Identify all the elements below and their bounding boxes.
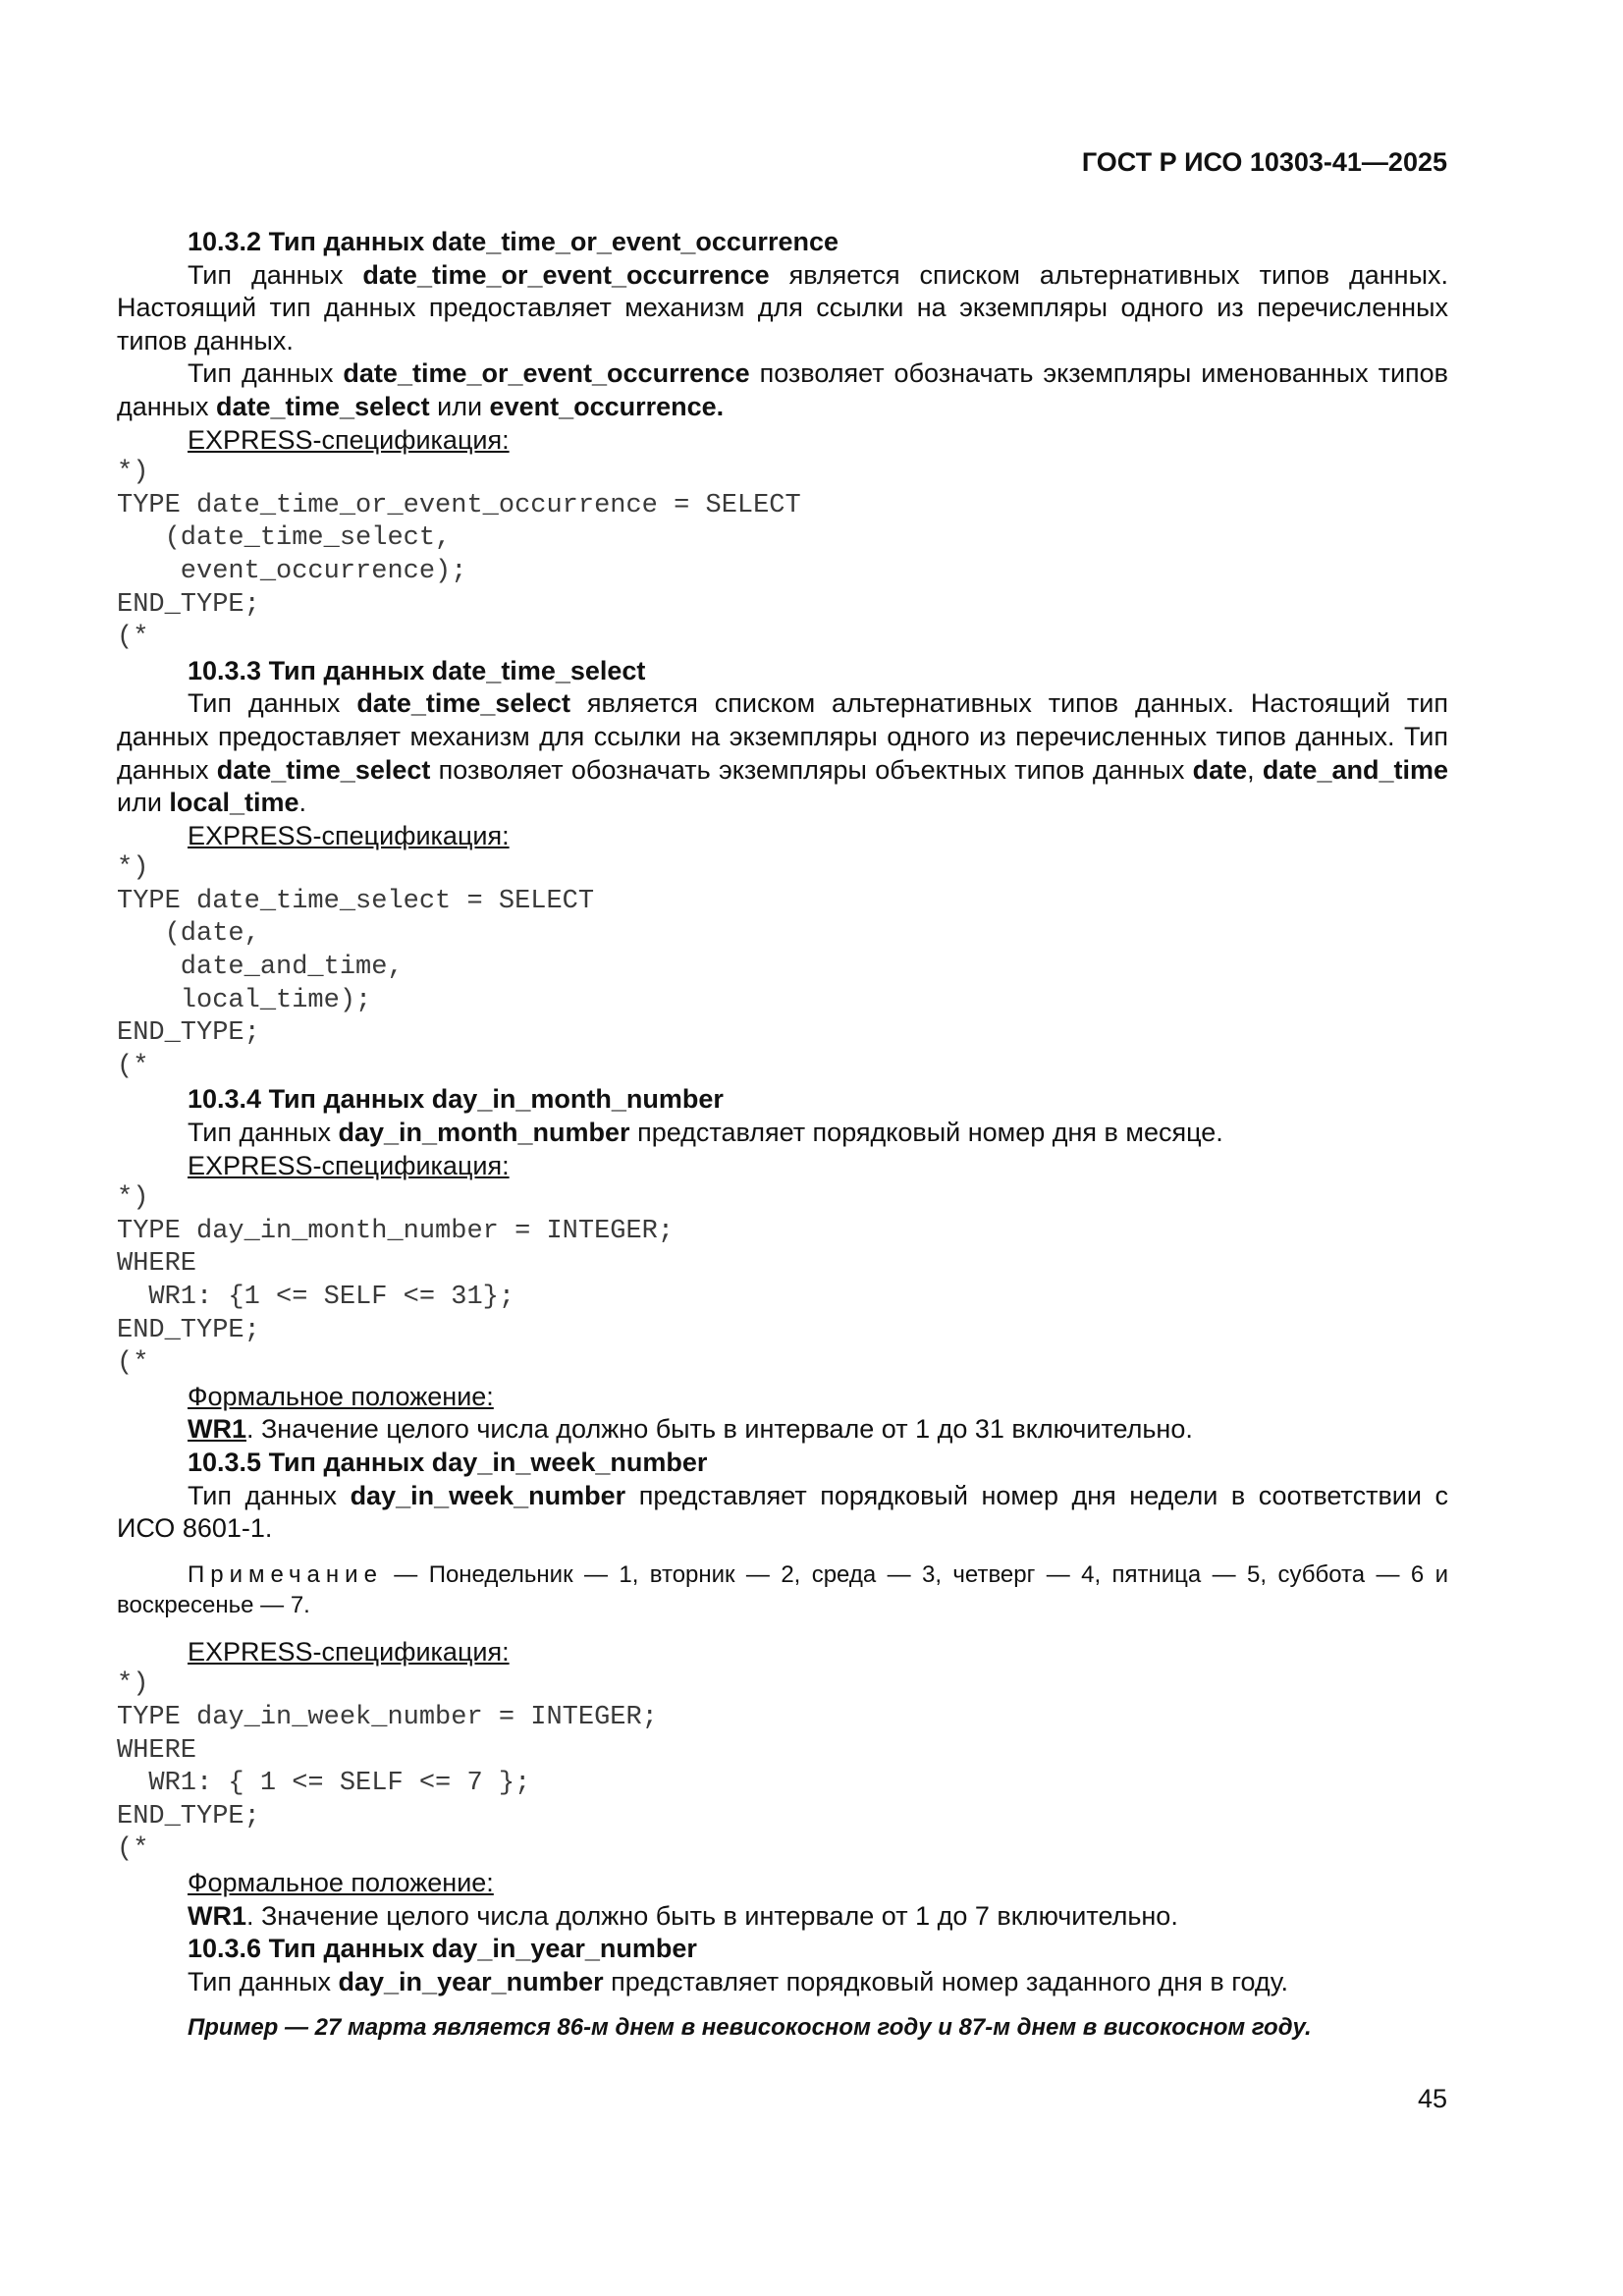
express-spec-label: EXPRESS-спецификация: [188,1150,510,1180]
section-heading-10-3-4: 10.3.4 Тип данных day_in_month_number [188,1084,724,1115]
text: или [117,788,170,818]
text: . Значение целого числа должно быть в интервале от 1 до 7 включительно. [246,1900,1178,1931]
text: Тип данных [188,1966,339,1996]
type-name: event_occurrence. [489,391,725,421]
section-heading-10-3-2: 10.3.2 Тип данных date_time_or_event_occurrence [188,227,839,256]
document-header: ГОСТ Р ИСО 10303-41—2025 [1081,147,1447,177]
where-rule [117,1900,1448,1934]
where-rule [117,1413,1448,1447]
express-spec-label: EXPRESS-спецификация: [188,1636,510,1667]
paragraph [117,1966,1448,1999]
example: Пример — 27 марта является 86-м днем в невисокосном году и 87-м днем в високосном году. [188,2014,1312,2042]
express-spec-label: EXPRESS-спецификация: [188,820,510,850]
text: Тип данных [188,358,344,389]
text: Тип данных [188,1118,339,1148]
express-code-block: *) TYPE date_time_select = SELECT (date, date_and_time, local_time); END_TYPE; (* [117,853,595,1081]
rule-label: WR1 [188,1414,246,1445]
type-name: date_time_or_event_occurrence [362,259,770,290]
text: . [298,788,306,818]
type-name: date_time_select [356,688,570,719]
paragraph [117,357,1448,423]
express-code-block: *) TYPE day_in_month_number = INTEGER; WHERE WR1: {1 <= SELF <= 31}; END_TYPE; (* [117,1183,675,1379]
type-name: date_time_select [216,754,431,785]
type-name: date_and_time [1262,754,1448,785]
text: представляет порядковый номер дня в месяце. [629,1118,1223,1148]
text: позволяет обозначать экземпляры объектных типов данных [430,754,1193,785]
text: является списком альтернативных типов данных. Настоящий тип данных предоставляет механизм для ссылки на экземпляры одного из перечисленных типов данных. Тип данных [117,688,1448,785]
rule-label: WR1 [188,1900,246,1931]
text: позволяет обозначать экземпляры именованных типов данных [117,358,1449,421]
type-name: day_in_month_number [338,1118,630,1148]
text: , [1247,754,1263,785]
paragraph [117,687,1448,819]
text: представляет порядковый номер заданного дня в году. [603,1966,1288,1996]
express-spec-label: EXPRESS-спецификация: [188,424,510,455]
text: Тип данных [188,1480,351,1510]
section-heading-10-3-3: 10.3.3 Тип данных date_time_select [188,655,646,685]
text: или [429,391,490,421]
express-code-block: *) TYPE date_time_or_event_occurrence = SELECT (date_time_select, event_occurrence); END_TYPE; (* [117,458,801,653]
section-heading-10-3-5: 10.3.5 Тип данных day_in_week_number [188,1447,708,1477]
paragraph [117,1117,1448,1150]
type-name: day_in_week_number [350,1480,626,1510]
text: — Понедельник — 1, вторник — 2, среда — 3, четверг — 4, пятница — 5, суббота — 6 и воскресенье — 7. [117,1560,1448,1618]
paragraph [117,259,1448,358]
note [117,1559,1448,1620]
note-label: Примечание [188,1560,383,1588]
type-name: date [1192,754,1248,785]
page-content [117,226,1448,2043]
section-heading-10-3-6: 10.3.6 Тип данных day_in_year_number [188,1934,697,1964]
page-number: 45 [1417,2084,1447,2113]
type-name: day_in_year_number [338,1966,604,1996]
text: . Значение целого числа должно быть в интервале от 1 до 31 включительно. [246,1414,1193,1445]
text: является списком альтернативных типов данных. Настоящий тип данных предоставляет механизм для ссылки на экземпляры одного из перечисленных типов данных. [117,259,1449,355]
text: Формальное положение: [188,1867,494,1897]
type-name: local_time [169,788,299,818]
type-name: date_time_or_event_occurrence [343,358,750,389]
formal-proposition-label [117,1867,1448,1900]
text: Формальное положение: [188,1381,494,1411]
type-name: date_time_select [216,391,430,421]
express-code-block: *) TYPE day_in_week_number = INTEGER; WHERE WR1: { 1 <= SELF <= 7 }; END_TYPE; (* [117,1669,658,1865]
text: Тип данных [188,688,357,719]
paragraph [117,1480,1448,1546]
formal-proposition-label [117,1381,1448,1414]
text: Тип данных [188,259,363,290]
text: представляет порядковый номер дня недели в соответствии с ИСО 8601-1. [117,1480,1448,1544]
